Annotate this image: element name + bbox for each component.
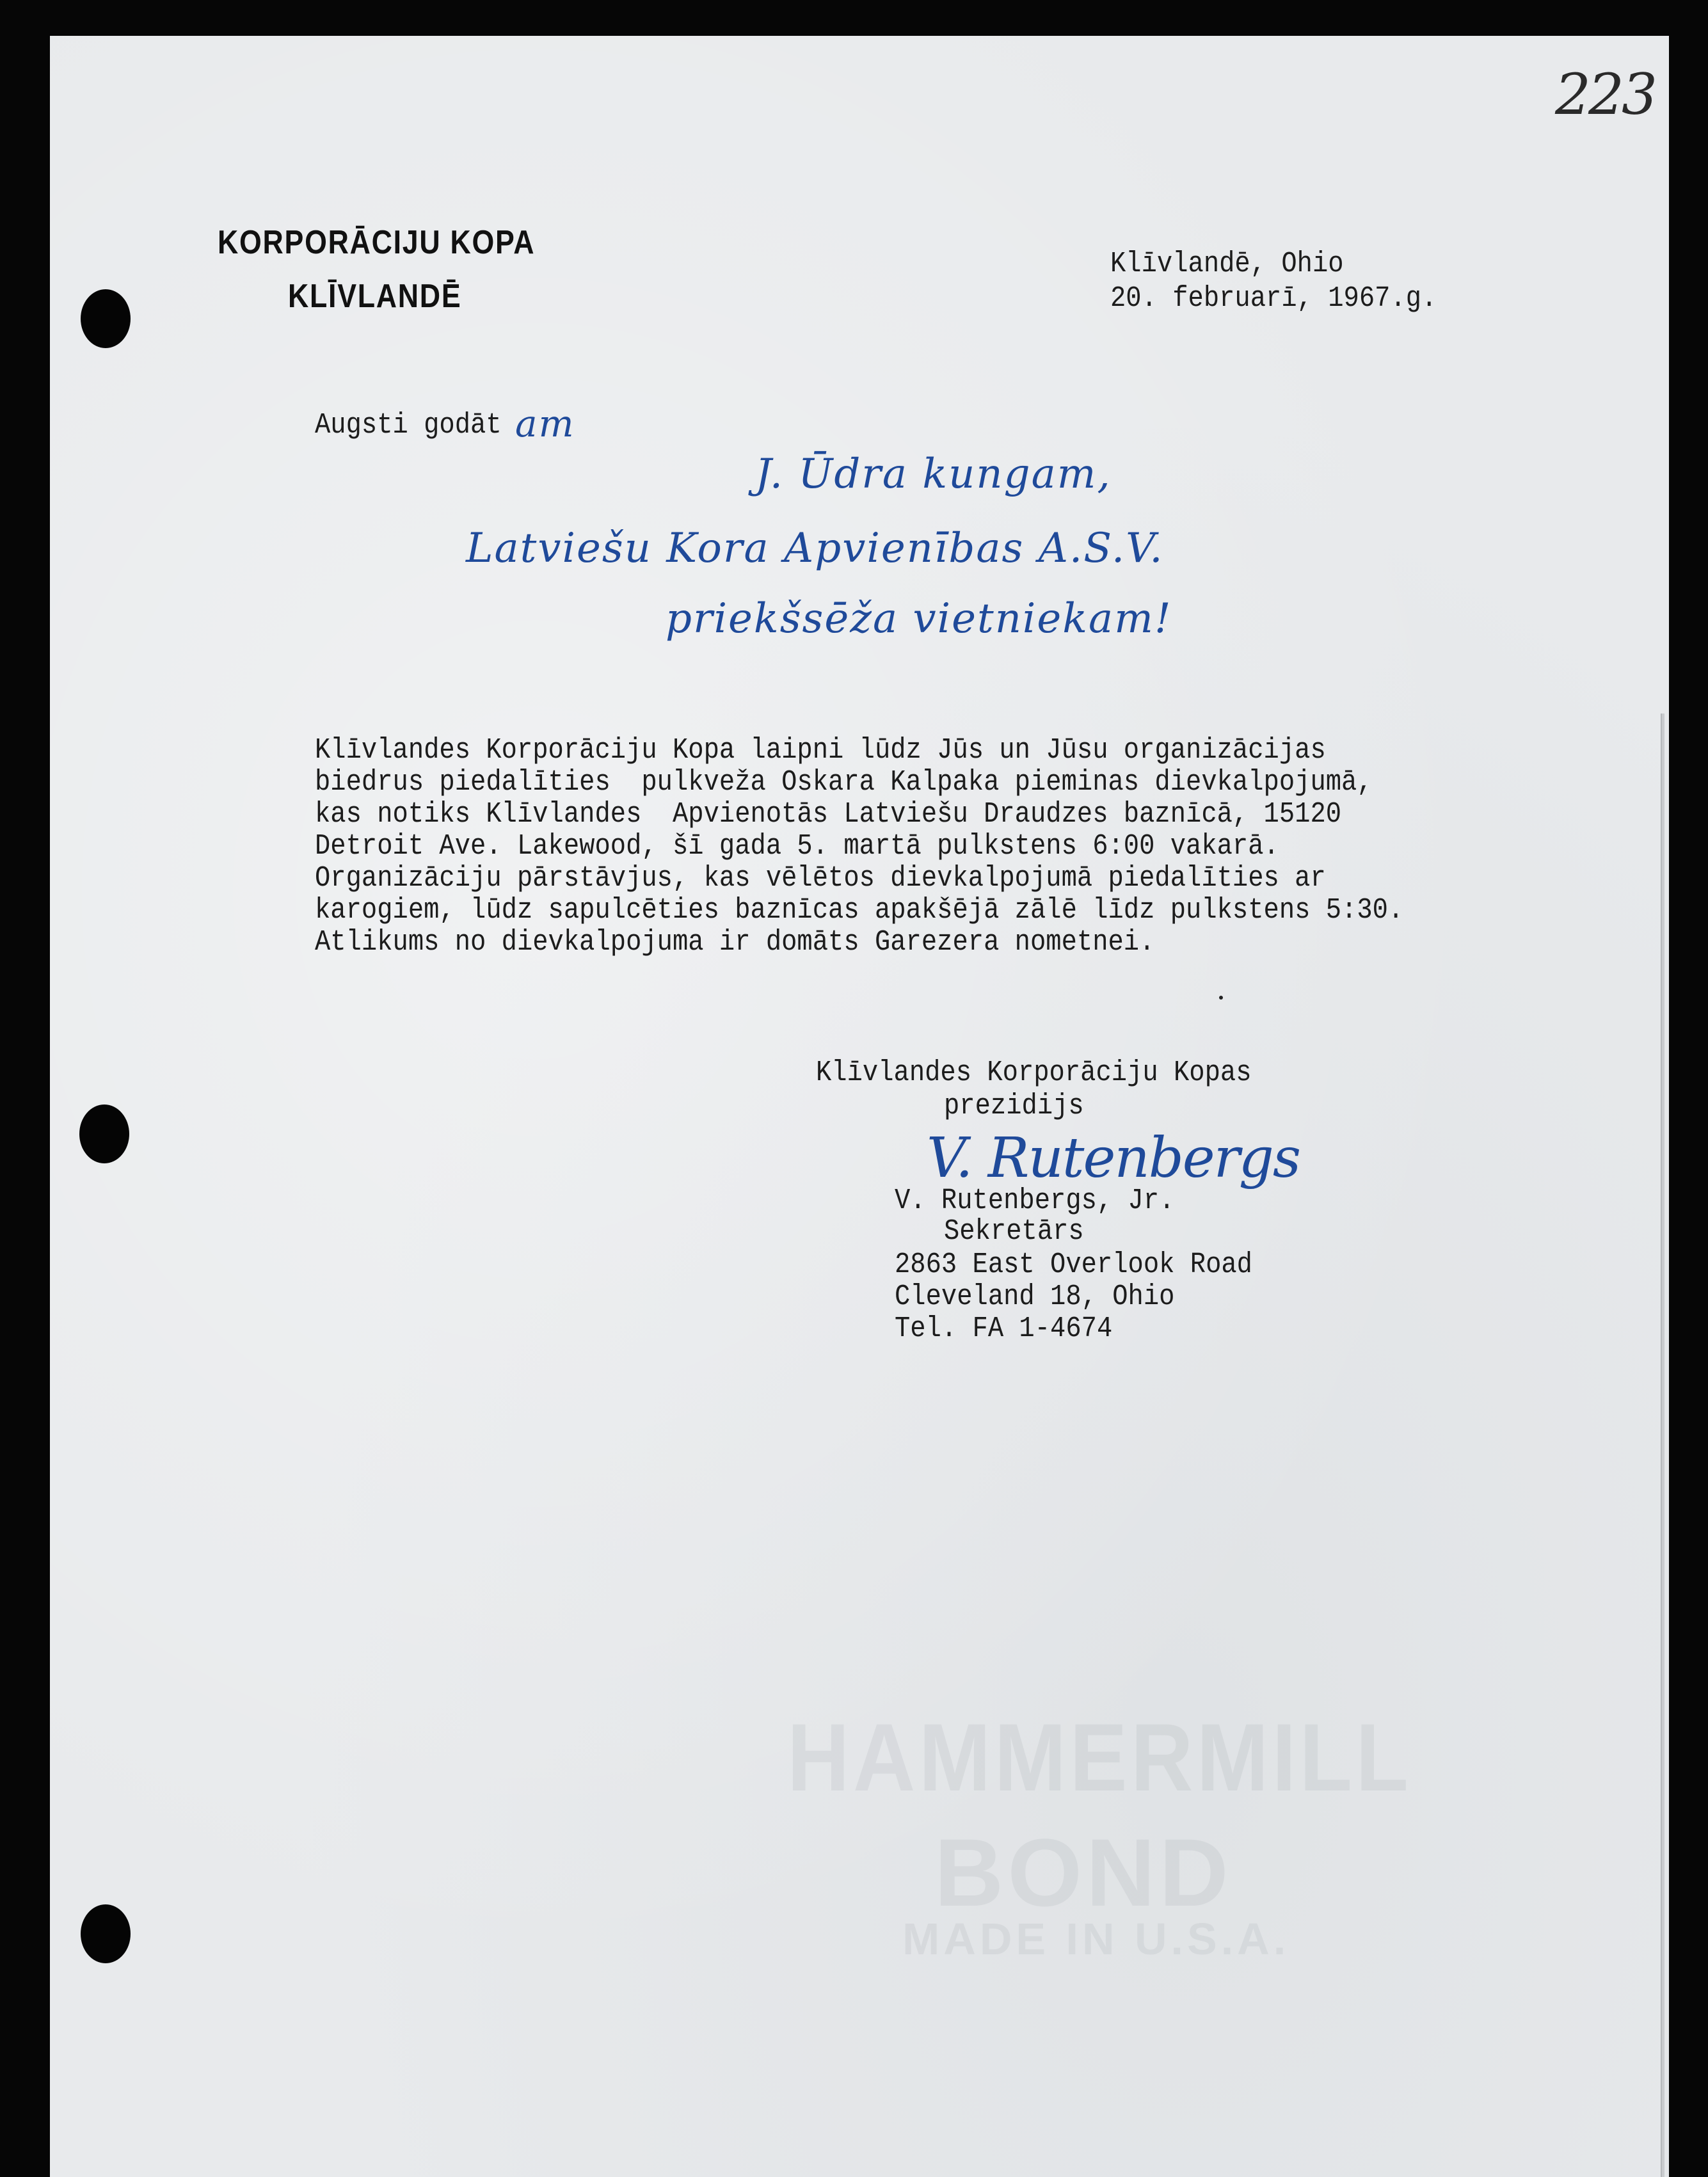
watermark-line-3: MADE IN U.S.A. [902, 1914, 1290, 1964]
signatory-address-2: Cleveland 18, Ohio [895, 1280, 1175, 1313]
signature: V. Rutenbergs [927, 1126, 1300, 1190]
page-number: 223 [1555, 61, 1655, 127]
salutation: Augsti godāt [315, 409, 502, 442]
letter-sheet [50, 36, 1669, 2177]
watermark-line-2: BOND [934, 1819, 1233, 1926]
body-line: kas notiks Klīvlandes Apvienotās Latviešu Draudzes baznīcā, 15120 [315, 798, 1342, 831]
signatory-name: V. Rutenbergs, Jr. [895, 1184, 1175, 1217]
watermark-line-1: HAMMERMILL [787, 1703, 1412, 1811]
body-line: biedrus piedalīties pulkveža Oskara Kalpaka pieminas dievkalpojumā, [315, 766, 1373, 799]
body-line: Klīvlandes Korporāciju Kopa laipni lūdz Jūs un Jūsu organizācijas [315, 734, 1326, 767]
body-line: Organizāciju pārstāvjus, kas vēlētos dievkalpojumā piedalīties ar [315, 862, 1326, 895]
closing-org: Klīvlandes Korporāciju Kopas [816, 1057, 1252, 1089]
salutation-handwritten-suffix: am [515, 402, 575, 445]
body-line: karogiem, lūdz sapulcēties baznīcas apakšējā zālē līdz pulkstens 5:30. [315, 894, 1404, 927]
ink-speck [1219, 996, 1223, 1000]
punch-hole-top [81, 289, 131, 348]
letterhead-line-1: KORPORĀCIJU KOPA [218, 224, 536, 261]
page-fold-edge [1661, 714, 1664, 2177]
punch-hole-bottom [81, 1904, 131, 1963]
letterhead-line-2: KLĪVLANDĒ [288, 278, 462, 315]
signatory-phone: Tel. FA 1-4674 [895, 1312, 1113, 1345]
body-line: Detroit Ave. Lakewood, šī gada 5. martā pulkstens 6:00 vakarā. [315, 830, 1279, 863]
signatory-address-1: 2863 East Overlook Road [895, 1248, 1252, 1281]
addressee-line-1: J. Ūdra kungam, [755, 451, 1112, 498]
signatory-title: Sekretārs [944, 1215, 1084, 1248]
place: Klīvlandē, Ohio [1110, 248, 1344, 280]
addressee-line-3: priekšsēža vietniekam! [666, 595, 1172, 642]
body-line: Atlikums no dievkalpojuma ir domāts Garezera nometnei. [315, 926, 1155, 959]
date: 20. februarī, 1967.g. [1110, 282, 1437, 315]
addressee-line-2: Latviešu Kora Apvienības A.S.V. [466, 525, 1164, 572]
closing-body: prezidijs [944, 1090, 1084, 1122]
punch-hole-middle [79, 1104, 129, 1163]
